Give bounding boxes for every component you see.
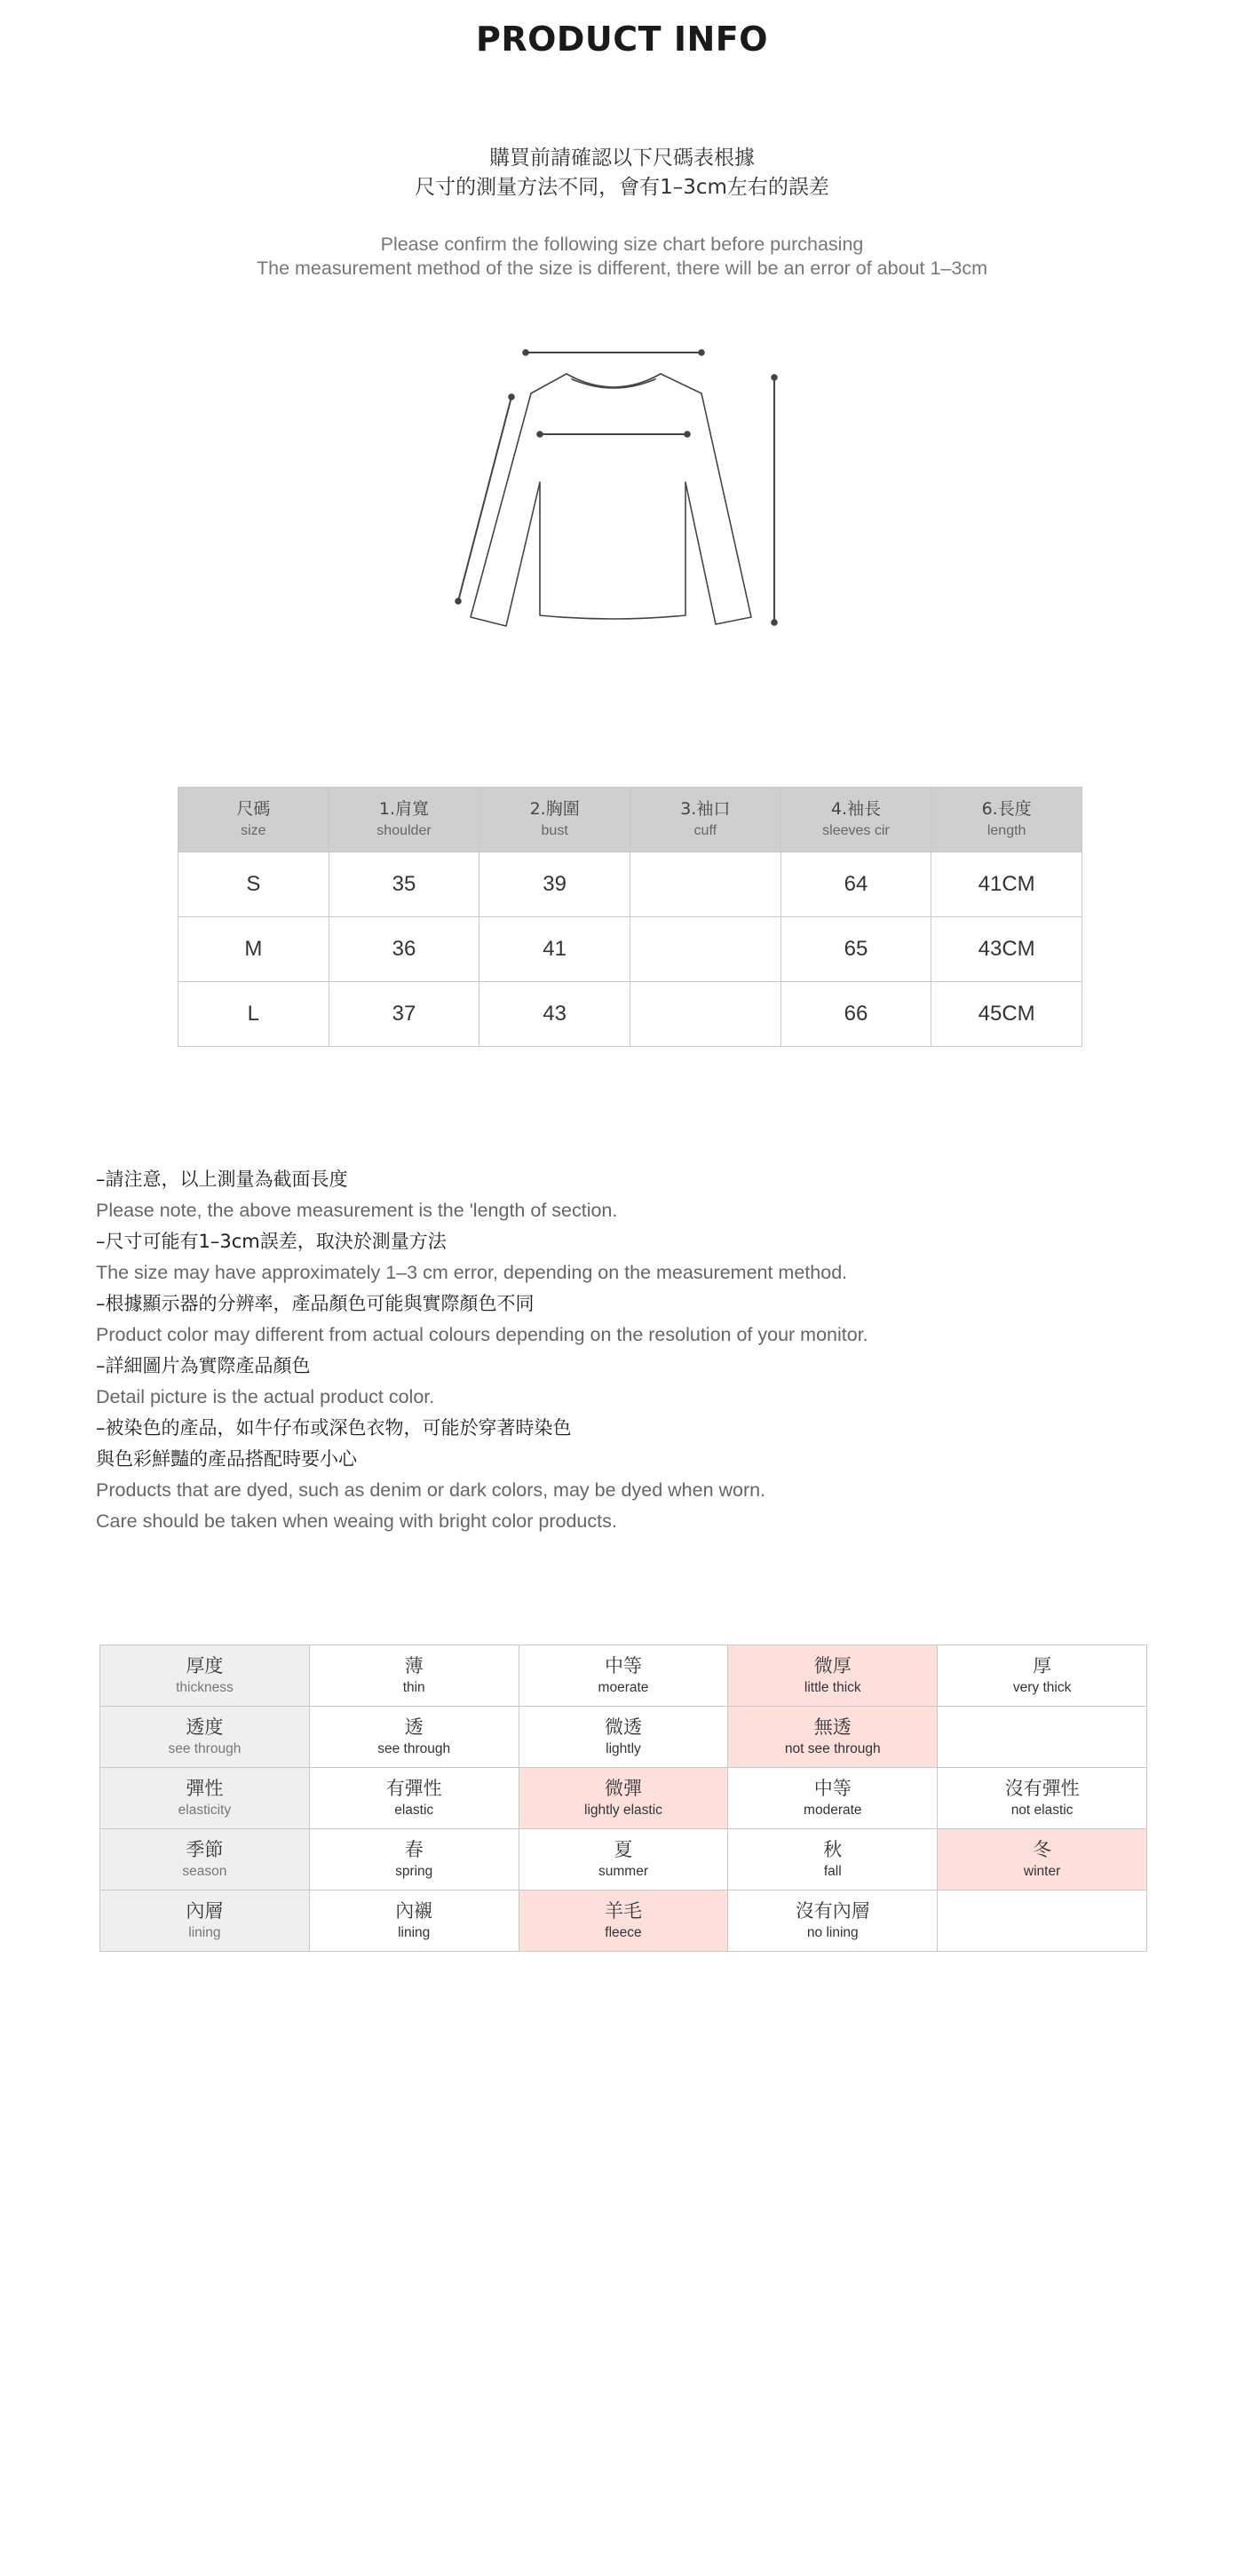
attribute-option-en: fall (823, 1864, 842, 1879)
attribute-option (519, 1890, 728, 1952)
intro-english (0, 233, 1244, 281)
attribute-option-en: elastic (394, 1803, 434, 1818)
attribute-option-zh: 春 (404, 1839, 424, 1860)
header-length-zh: 6.長度 (981, 799, 1032, 819)
attribute-option-en: little thick (804, 1680, 861, 1695)
note-line: Care should be taken when weaing with bright color products. (96, 1510, 617, 1532)
header-cuff-zh: 3.袖口 (680, 799, 731, 819)
attribute-option-en: lining (398, 1925, 431, 1940)
attribute-option (728, 1890, 938, 1952)
note-line: –請注意，以上測量為截面長度 (96, 1169, 348, 1190)
size-chart-header-row (178, 788, 1082, 852)
table-cell: 43 (479, 982, 630, 1047)
intro-chinese (0, 144, 1244, 202)
attribute-label (100, 1768, 310, 1829)
header-cuff-en: cuff (693, 823, 717, 838)
attribute-label-zh: 透度 (186, 1716, 224, 1738)
attribute-option-en: winter (1023, 1864, 1061, 1879)
header-length-en: length (986, 823, 1026, 838)
attribute-option (938, 1829, 1147, 1890)
attribute-row (100, 1829, 1147, 1890)
attribute-option-zh: 冬 (1033, 1839, 1052, 1860)
attribute-option-en: very thick (1012, 1680, 1072, 1695)
attribute-label-en: season (182, 1864, 227, 1879)
attribute-option-en: not elastic (1010, 1803, 1074, 1818)
attribute-option (728, 1707, 938, 1768)
attribute-option (938, 1890, 1147, 1952)
table-cell: 35 (329, 852, 479, 917)
attribute-option (309, 1768, 519, 1829)
intro-zh-line-2: 尺寸的測量方法不同，會有1–3cm左右的誤差 (415, 176, 829, 199)
header-size (178, 788, 329, 852)
attribute-option-zh: 微透 (604, 1716, 642, 1738)
header-sleeves-en: sleeves cir (822, 823, 890, 838)
intro-en-line-1: Please confirm the following size chart before purchasing (380, 234, 864, 255)
table-cell: 65 (780, 917, 931, 982)
attribute-option-zh: 中等 (604, 1655, 642, 1676)
attribute-option-zh: 沒有內層 (795, 1900, 870, 1922)
table-cell: 41CM (931, 852, 1082, 917)
note-line: Please note, the above measurement is the 'length of section. (96, 1200, 618, 1221)
attribute-option-zh: 沒有彈性 (1004, 1778, 1080, 1799)
intro-en-line-2: The measurement method of the size is different, there will be an error of about 1–3cm (256, 258, 987, 279)
header-shoulder-en: shoulder (376, 823, 432, 838)
attribute-option (519, 1829, 728, 1890)
attribute-option-en: fleece (605, 1925, 642, 1940)
care-notes (96, 1164, 1161, 1537)
attribute-option-zh: 內襯 (395, 1900, 433, 1922)
header-shoulder-zh: 1.肩寬 (378, 799, 430, 819)
attribute-option (519, 1645, 728, 1707)
attribute-option-en: moderate (804, 1803, 862, 1818)
attribute-option-zh: 微厚 (813, 1655, 852, 1676)
attribute-option-en: thin (402, 1680, 425, 1695)
note-line: –尺寸可能有1–3cm誤差，取決於測量方法 (96, 1231, 447, 1252)
attribute-option-zh: 厚 (1033, 1655, 1052, 1676)
attribute-option (309, 1890, 519, 1952)
header-size-en: size (241, 823, 266, 838)
attribute-option-en: lightly (606, 1741, 641, 1756)
table-cell: 36 (329, 917, 479, 982)
header-length (931, 788, 1082, 852)
attribute-option-en: not see through (784, 1741, 881, 1756)
attribute-option-en: summer (598, 1864, 648, 1879)
table-row (178, 917, 1082, 982)
attribute-label (100, 1707, 310, 1768)
note-line: –詳細圖片為實際產品顏色 (96, 1355, 311, 1376)
header-bust-zh: 2.胸圍 (529, 799, 580, 819)
table-cell: 66 (780, 982, 931, 1047)
attribute-option-zh: 夏 (614, 1839, 633, 1860)
table-cell: 45CM (931, 982, 1082, 1047)
attribute-label (100, 1645, 310, 1707)
attribute-option (728, 1768, 938, 1829)
attribute-label-en: lining (188, 1925, 221, 1940)
header-bust (479, 788, 630, 852)
attribute-option-zh: 透 (404, 1716, 424, 1738)
attribute-option-en: no lining (806, 1925, 859, 1940)
attribute-option-en: moerate (598, 1680, 649, 1695)
sweater-measurement-icon (453, 342, 790, 653)
attribute-label-en: thickness (176, 1680, 234, 1695)
attribute-option (938, 1768, 1147, 1829)
attribute-option (938, 1707, 1147, 1768)
attribute-option-zh: 羊毛 (604, 1900, 642, 1922)
intro-zh-line-1: 購買前請確認以下尺碼表根據 (489, 147, 755, 170)
attribute-option (309, 1645, 519, 1707)
attribute-option-zh: 中等 (813, 1778, 852, 1799)
note-line: –根據顯示器的分辨率，產品顏色可能與實際顏色不同 (96, 1293, 535, 1314)
attribute-label-zh: 季節 (186, 1839, 224, 1860)
attribute-label-zh: 彈性 (186, 1778, 224, 1799)
attribute-option-en: spring (395, 1864, 433, 1879)
attribute-row (100, 1645, 1147, 1707)
header-bust-en: bust (541, 823, 568, 838)
table-row (178, 852, 1082, 917)
note-line: 與色彩鮮豔的產品搭配時要小心 (96, 1448, 357, 1470)
attribute-row (100, 1890, 1147, 1952)
attribute-row (100, 1707, 1147, 1768)
table-cell (630, 852, 780, 917)
note-line: Product color may different from actual colours depending on the resolution of your monitor. (96, 1324, 868, 1345)
table-cell: S (178, 852, 329, 917)
page-title: PRODUCT INFO (475, 20, 769, 59)
header-sleeves-zh: 4.袖長 (830, 799, 882, 819)
attribute-option (519, 1707, 728, 1768)
table-cell: M (178, 917, 329, 982)
header-cuff (630, 788, 780, 852)
attribute-option (728, 1645, 938, 1707)
attribute-option-zh: 微彈 (604, 1778, 642, 1799)
attribute-option-zh: 無透 (813, 1716, 852, 1738)
fabric-attributes-table (99, 1645, 1147, 1952)
table-cell (630, 982, 780, 1047)
attribute-label-zh: 內層 (186, 1900, 224, 1922)
attribute-label (100, 1890, 310, 1952)
table-cell: 37 (329, 982, 479, 1047)
attribute-row (100, 1768, 1147, 1829)
attribute-label-en: elasticity (178, 1803, 232, 1818)
note-line: The size may have approximately 1–3 cm error, depending on the measurement method. (96, 1262, 848, 1283)
attribute-option (938, 1645, 1147, 1707)
header-size-zh: 尺碼 (236, 799, 271, 819)
note-line: –被染色的產品，如牛仔布或深色衣物，可能於穿著時染色 (96, 1417, 572, 1439)
attribute-option-zh: 秋 (823, 1839, 843, 1860)
attribute-option-en: see through (377, 1741, 451, 1756)
header-sleeves (780, 788, 931, 852)
note-line: Detail picture is the actual product color. (96, 1386, 435, 1407)
attribute-label-zh: 厚度 (186, 1655, 224, 1676)
table-cell: 39 (479, 852, 630, 917)
table-cell: L (178, 982, 329, 1047)
header-shoulder (329, 788, 479, 852)
table-cell (630, 917, 780, 982)
attribute-option-zh: 薄 (404, 1655, 424, 1676)
table-cell: 64 (780, 852, 931, 917)
table-row (178, 982, 1082, 1047)
attribute-option-zh: 有彈性 (385, 1778, 442, 1799)
attribute-option (309, 1829, 519, 1890)
table-cell: 41 (479, 917, 630, 982)
note-line: Products that are dyed, such as denim or dark colors, may be dyed when worn. (96, 1479, 766, 1501)
attribute-option-zh (938, 1908, 1146, 1933)
size-chart-table (178, 787, 1082, 1047)
attribute-label (100, 1829, 310, 1890)
attribute-option (519, 1768, 728, 1829)
attribute-option (309, 1707, 519, 1768)
attribute-option-en: lightly elastic (584, 1803, 662, 1818)
table-cell: 43CM (931, 917, 1082, 982)
attribute-option-zh (938, 1724, 1146, 1749)
attribute-option (728, 1829, 938, 1890)
attribute-label-en: see through (168, 1741, 242, 1756)
